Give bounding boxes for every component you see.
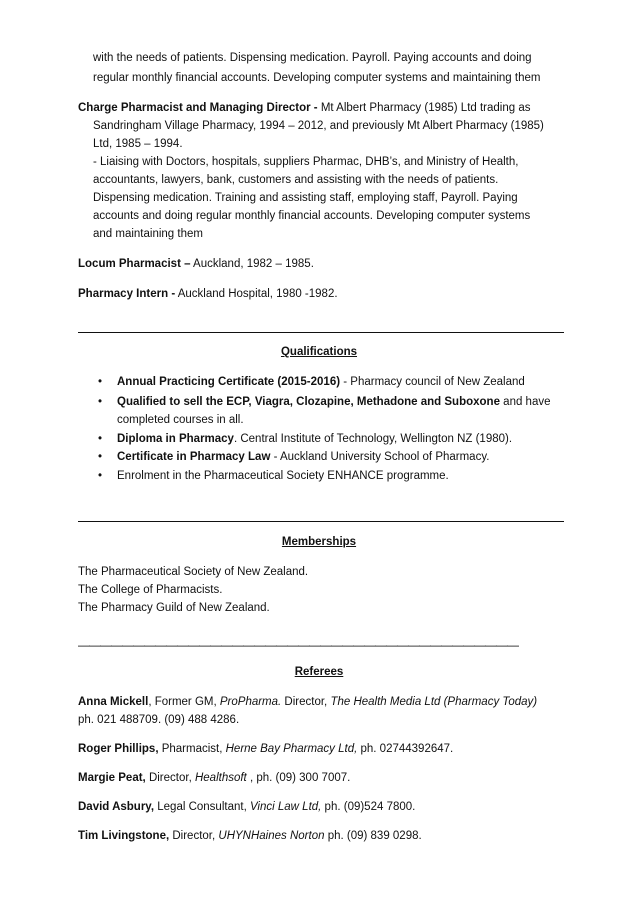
job-title: Pharmacy Intern - — [78, 288, 176, 300]
job-detail: Mt Albert Pharmacy (1985) Ltd trading as — [317, 102, 531, 114]
referee-entry — [78, 800, 415, 814]
job-line: accounts and doing regular monthly financial accounts. Developing computer systems — [93, 210, 531, 222]
intro-line-2: regular monthly financial accounts. Developing computer systems and maintaining them — [93, 72, 541, 84]
dash-divider: ———————————————————————————————————————— — [78, 638, 518, 652]
memberships-heading: Memberships — [281, 536, 357, 548]
qualification-item — [117, 395, 551, 409]
referee-name: Margie Peat, — [78, 772, 146, 784]
referee-phone: ph. 021 488709. (09) 488 4286. — [78, 714, 240, 726]
bullet-icon: • — [98, 396, 103, 408]
referee-entry — [78, 695, 537, 709]
referee-phone: ph. (09) 839 0298. — [324, 830, 422, 842]
job-line: Ltd, 1985 – 1994. — [93, 138, 183, 150]
qualification-item — [117, 450, 489, 464]
job-charge-pharmacist — [78, 101, 531, 115]
referees-heading: Referees — [294, 666, 344, 678]
section-divider — [78, 521, 564, 522]
referee-org: ProPharma. — [219, 696, 282, 708]
job-line: accountants, lawyers, bank, customers and assisting with the needs of patients. — [93, 174, 499, 186]
job-title: Locum Pharmacist – — [78, 258, 191, 270]
qualification-detail: . Central Institute of Technology, Wellington NZ (1980). — [233, 433, 513, 445]
qualification-item-continued: completed courses in all. — [117, 414, 244, 426]
job-locum-pharmacist — [78, 257, 314, 271]
referee-name: Roger Phillips, — [78, 743, 159, 755]
referee-org: UHYNHaines Norton — [218, 830, 325, 842]
job-pharmacy-intern — [78, 287, 338, 301]
qualifications-heading: Qualifications — [280, 346, 358, 358]
referee-role: , Former GM, — [148, 696, 220, 708]
referee-entry — [78, 771, 350, 785]
referee-role: Legal Consultant, — [154, 801, 250, 813]
qualification-item — [117, 432, 512, 446]
referee-role: Director, — [169, 830, 219, 842]
membership-item: The Pharmaceutical Society of New Zealand. — [78, 566, 309, 578]
referee-org: Vinci Law Ltd, — [249, 801, 322, 813]
referee-entry — [78, 829, 422, 843]
job-title: Charge Pharmacist and Managing Director - — [78, 102, 318, 114]
qualification-title: Qualified to sell the ECP, Viagra, Clozapine, Methadone and Suboxone — [117, 396, 500, 408]
bullet-icon: • — [98, 376, 103, 388]
referee-name: David Asbury, — [78, 801, 155, 813]
job-line: Dispensing medication. Training and assisting staff, employing staff, Payroll. Paying — [93, 192, 518, 204]
qualification-detail: - Pharmacy council of New Zealand — [340, 376, 525, 388]
referee-role: Pharmacist, — [158, 743, 226, 755]
bullet-icon: • — [98, 451, 103, 463]
qualification-title: Diploma in Pharmacy — [117, 433, 234, 445]
referee-phone: ph. 02744392647. — [357, 743, 454, 755]
qualification-detail: - Auckland University School of Pharmacy. — [270, 451, 490, 463]
referee-name: Anna Mickell — [78, 696, 149, 708]
job-line: and maintaining them — [93, 228, 203, 240]
referee-phone: ph. (09)524 7800. — [321, 801, 416, 813]
membership-item: The Pharmacy Guild of New Zealand. — [78, 602, 270, 614]
qualification-title: Certificate in Pharmacy Law — [117, 451, 271, 463]
referee-org: The Health Media Ltd (Pharmacy Today) — [330, 696, 538, 708]
intro-line-1: with the needs of patients. Dispensing medication. Payroll. Paying accounts and doing — [93, 52, 532, 64]
qualification-item: Enrolment in the Pharmaceutical Society ENHANCE programme. — [117, 470, 449, 482]
qualification-item — [117, 375, 525, 389]
section-divider — [78, 332, 564, 333]
job-detail: Auckland, 1982 – 1985. — [190, 258, 314, 270]
referee-phone: , ph. (09) 300 7007. — [246, 772, 351, 784]
job-detail: Auckland Hospital, 1980 -1982. — [175, 288, 338, 300]
qualification-detail: and have — [499, 396, 551, 408]
job-line: - Liaising with Doctors, hospitals, suppliers Pharmac, DHB’s, and Ministry of Health, — [93, 156, 519, 168]
bullet-icon: • — [98, 433, 103, 445]
referee-org: Herne Bay Pharmacy Ltd, — [225, 743, 358, 755]
qualification-title: Annual Practicing Certificate (2015-2016) — [117, 376, 341, 388]
referee-org: Healthsoft — [194, 772, 247, 784]
membership-item: The College of Pharmacists. — [78, 584, 223, 596]
job-line: Sandringham Village Pharmacy, 1994 – 2012, and previously Mt Albert Pharmacy (1985) — [93, 120, 544, 132]
referee-entry — [78, 742, 453, 756]
bullet-icon: • — [98, 470, 103, 482]
referee-role: Director, — [145, 772, 195, 784]
referee-name: Tim Livingstone, — [78, 830, 170, 842]
referee-role: Director, — [281, 696, 331, 708]
